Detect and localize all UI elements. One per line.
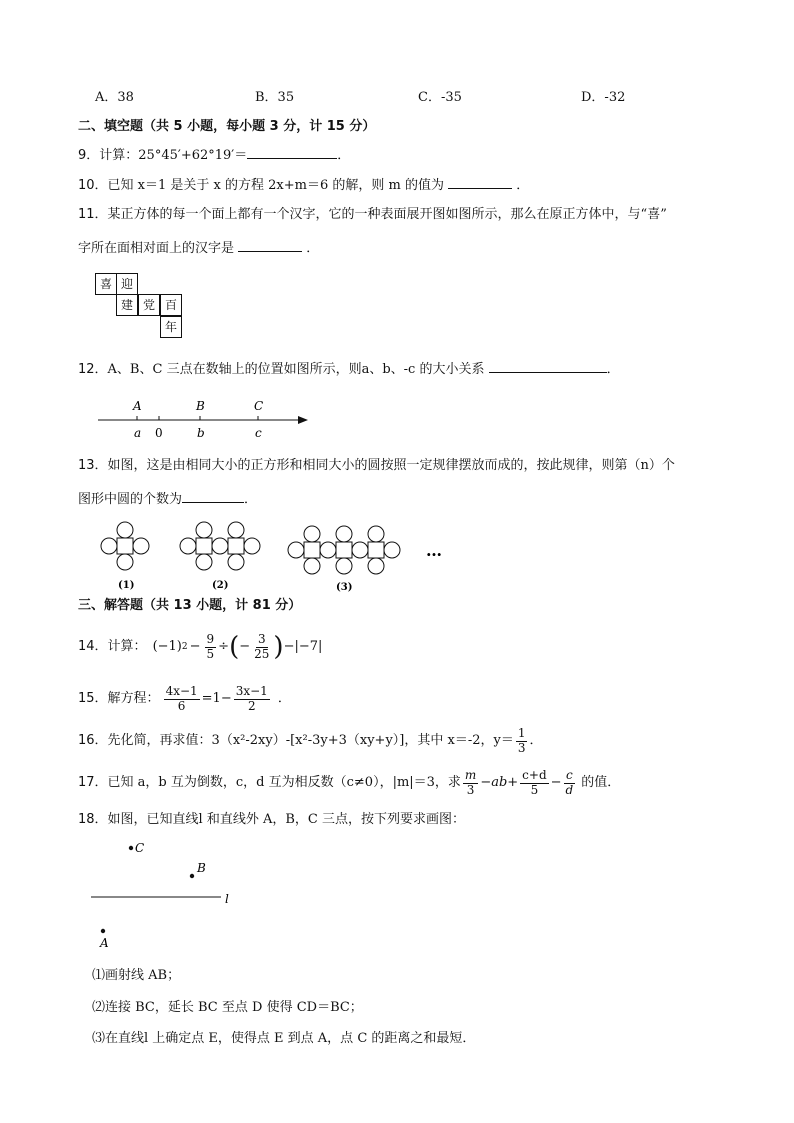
- fraction: [516, 727, 528, 756]
- period: ．: [516, 178, 530, 193]
- figure-label-1: (1): [118, 580, 135, 591]
- question-text: 某正方体的每一个面上都有一个汉字，它的一种表面展开图如图所示，那么在原正方体中，与“喜”: [107, 207, 667, 222]
- pattern-figure-2: [180, 522, 260, 570]
- question-text: 已知 a，b 互为倒数，c，d 互为相反数（c≠0），|m|＝3，求: [107, 775, 461, 791]
- fraction: [205, 633, 217, 662]
- point-label-b: B: [196, 399, 205, 413]
- circle: [304, 558, 320, 574]
- question-13-line1: [78, 458, 675, 474]
- denominator: d: [565, 782, 574, 797]
- value-label-b: b: [197, 426, 205, 440]
- denominator: 25: [254, 646, 270, 661]
- circle: [196, 522, 212, 538]
- expr-mid: =1−: [201, 691, 232, 707]
- option-c: C．-35: [418, 90, 462, 105]
- question-number: 12．: [78, 362, 108, 377]
- question-number: 14．: [78, 639, 108, 655]
- question-text: 先化简，再求值：3（x²-2xy）-[x²-3y+3（xy+y）]，其中 x＝-2，y＝: [107, 733, 514, 749]
- circle: [212, 538, 228, 554]
- ellipsis: …: [426, 541, 442, 560]
- geometry-figure: [88, 836, 248, 956]
- question-number: 16．: [78, 733, 108, 749]
- expr-exponent: 2: [181, 641, 188, 652]
- question-number: 11．: [78, 207, 108, 222]
- question-16: [78, 723, 543, 759]
- question-text: 计算：25°45′+62°19′＝: [99, 148, 248, 163]
- circle: [117, 554, 133, 570]
- line-label-l: l: [225, 892, 229, 906]
- paren-open: (: [229, 632, 240, 662]
- expr-op: −: [189, 639, 201, 655]
- question-end: 的值．: [581, 775, 621, 791]
- circle: [368, 558, 384, 574]
- denominator: 5: [530, 782, 539, 797]
- point-label-c: C: [254, 399, 264, 413]
- question-text: 图形中圆的个数为: [78, 492, 183, 507]
- numerator: 4x−1: [165, 683, 198, 698]
- question-14: [78, 627, 322, 667]
- question-text: A、B、C 三点在数轴上的位置如图所示，则a、b、-c 的大小关系: [107, 362, 485, 377]
- question-number: 13．: [78, 458, 108, 473]
- number-line: [90, 392, 320, 444]
- period: ．: [606, 362, 620, 377]
- value-label-zero: 0: [155, 426, 163, 440]
- point-label-b: B: [197, 861, 206, 875]
- question-11-line2: [78, 239, 319, 257]
- answer-blank: [489, 360, 607, 373]
- circle: [244, 538, 260, 554]
- square: [228, 538, 244, 554]
- option-b: B．35: [255, 90, 295, 105]
- denominator: 2: [247, 698, 256, 713]
- fraction: [252, 633, 271, 662]
- fraction: [463, 769, 478, 798]
- value-label-a: a: [134, 426, 142, 440]
- question-label: 解方程：: [107, 691, 160, 707]
- question-11-line1: [78, 207, 667, 223]
- answer-blank: [448, 176, 512, 189]
- expr-op: ÷: [218, 639, 230, 655]
- pattern-figure-1: [101, 522, 149, 570]
- question-15: [78, 680, 291, 718]
- figure-label-3: (3): [336, 582, 353, 593]
- fraction: [520, 769, 548, 798]
- denominator: 3: [466, 782, 475, 797]
- circle: [336, 558, 352, 574]
- denominator: 5: [206, 646, 215, 661]
- point-label-c: C: [135, 841, 145, 855]
- fraction: [564, 769, 576, 798]
- step-1: ⑴画射线 AB；: [92, 968, 181, 983]
- question-9: [78, 146, 350, 164]
- answer-blank: [238, 239, 302, 252]
- circle: [133, 538, 149, 554]
- point-c: [129, 846, 133, 850]
- step-2: ⑵连接 BC，延长 BC 至点 D 使得 CD＝BC；: [92, 1000, 363, 1015]
- step-3: ⑶在直线l 上确定点 E，使得点 E 到点 A，点 C 的距离之和最短．: [92, 1031, 476, 1046]
- square: [304, 542, 320, 558]
- numerator: m: [464, 767, 477, 782]
- question-number: 15．: [78, 691, 108, 707]
- net-cell: 党: [138, 294, 160, 316]
- numerator: 9: [206, 631, 215, 646]
- circle: [320, 542, 336, 558]
- option-a: A．38: [95, 90, 134, 105]
- circle: [304, 526, 320, 542]
- circle: [384, 542, 400, 558]
- question-10: [78, 176, 529, 194]
- fraction: [234, 685, 270, 714]
- expr-mid: −ab+: [480, 775, 519, 791]
- expr-tail: −|−7|: [283, 639, 323, 655]
- square: [336, 542, 352, 558]
- arrow-icon: [298, 416, 308, 424]
- value-label-c: c: [255, 426, 262, 440]
- circle: [228, 522, 244, 538]
- question-13-line2: [78, 490, 257, 508]
- circle: [101, 538, 117, 554]
- circle: [228, 554, 244, 570]
- circle: [352, 542, 368, 558]
- point-b: [190, 874, 194, 878]
- circle: [117, 522, 133, 538]
- question-text: 如图，这是由相同大小的正方形和相同大小的圆按照一定规律摆放而成的，按此规律，则第（n）个: [107, 458, 675, 473]
- question-text: 已知 x＝1 是关于 x 的方程 2x+m＝6 的解，则 m 的值为: [107, 178, 444, 193]
- circle: [368, 526, 384, 542]
- question-17: [78, 764, 620, 802]
- numerator: c+d: [522, 767, 547, 782]
- answer-blank: [247, 146, 337, 159]
- option-d: D．-32: [581, 90, 626, 105]
- denominator: 6: [177, 698, 186, 713]
- question-text: 字所在面相对面上的汉字是: [78, 241, 235, 256]
- question-label: 计算：: [107, 639, 147, 655]
- net-cell: 建: [116, 294, 138, 316]
- section2-header: 二、填空题（共 5 小题，每小题 3 分，计 15 分）: [78, 119, 376, 134]
- net-cell: 迎: [116, 273, 138, 295]
- period: ．: [277, 691, 291, 707]
- net-cell: 年: [160, 316, 182, 338]
- neg-sign: −: [239, 639, 251, 655]
- numerator: 3x−1: [235, 683, 268, 698]
- answer-blank: [182, 490, 244, 503]
- circle: [288, 542, 304, 558]
- pattern-figures: [90, 518, 460, 596]
- denominator: 3: [517, 740, 526, 755]
- numerator: c: [566, 767, 573, 782]
- question-12: [78, 360, 620, 378]
- figure-label-2: (2): [212, 580, 229, 591]
- fraction: [164, 685, 200, 714]
- point-label-a: A: [100, 936, 109, 950]
- period: ．: [529, 733, 543, 749]
- expr-base: (−1): [152, 639, 182, 655]
- square: [368, 542, 384, 558]
- square: [196, 538, 212, 554]
- question-18: [78, 812, 465, 828]
- circle: [180, 538, 196, 554]
- numerator: 1: [517, 725, 526, 740]
- question-text: 如图，已知直线l 和直线外 A，B，C 三点，按下列要求画图：: [107, 812, 465, 827]
- question-number: 18．: [78, 812, 108, 827]
- period: ．: [337, 148, 351, 163]
- question-number: 17．: [78, 775, 108, 791]
- point-a: [101, 929, 105, 933]
- expr-op: −: [550, 775, 562, 791]
- square: [117, 538, 133, 554]
- question-number: 10．: [78, 178, 108, 193]
- circle: [336, 526, 352, 542]
- pattern-figure-3: [288, 526, 400, 574]
- paren-close: ): [273, 632, 284, 662]
- net-cell: 百: [160, 294, 182, 316]
- circle: [196, 554, 212, 570]
- numerator: 3: [257, 631, 266, 646]
- section3-header: 三、解答题（共 13 小题，计 81 分）: [78, 598, 302, 613]
- point-label-a: A: [133, 399, 142, 413]
- period: ．: [306, 241, 320, 256]
- period: ．: [244, 492, 258, 507]
- question-number: 9．: [78, 148, 100, 163]
- net-cell: 喜: [95, 273, 117, 295]
